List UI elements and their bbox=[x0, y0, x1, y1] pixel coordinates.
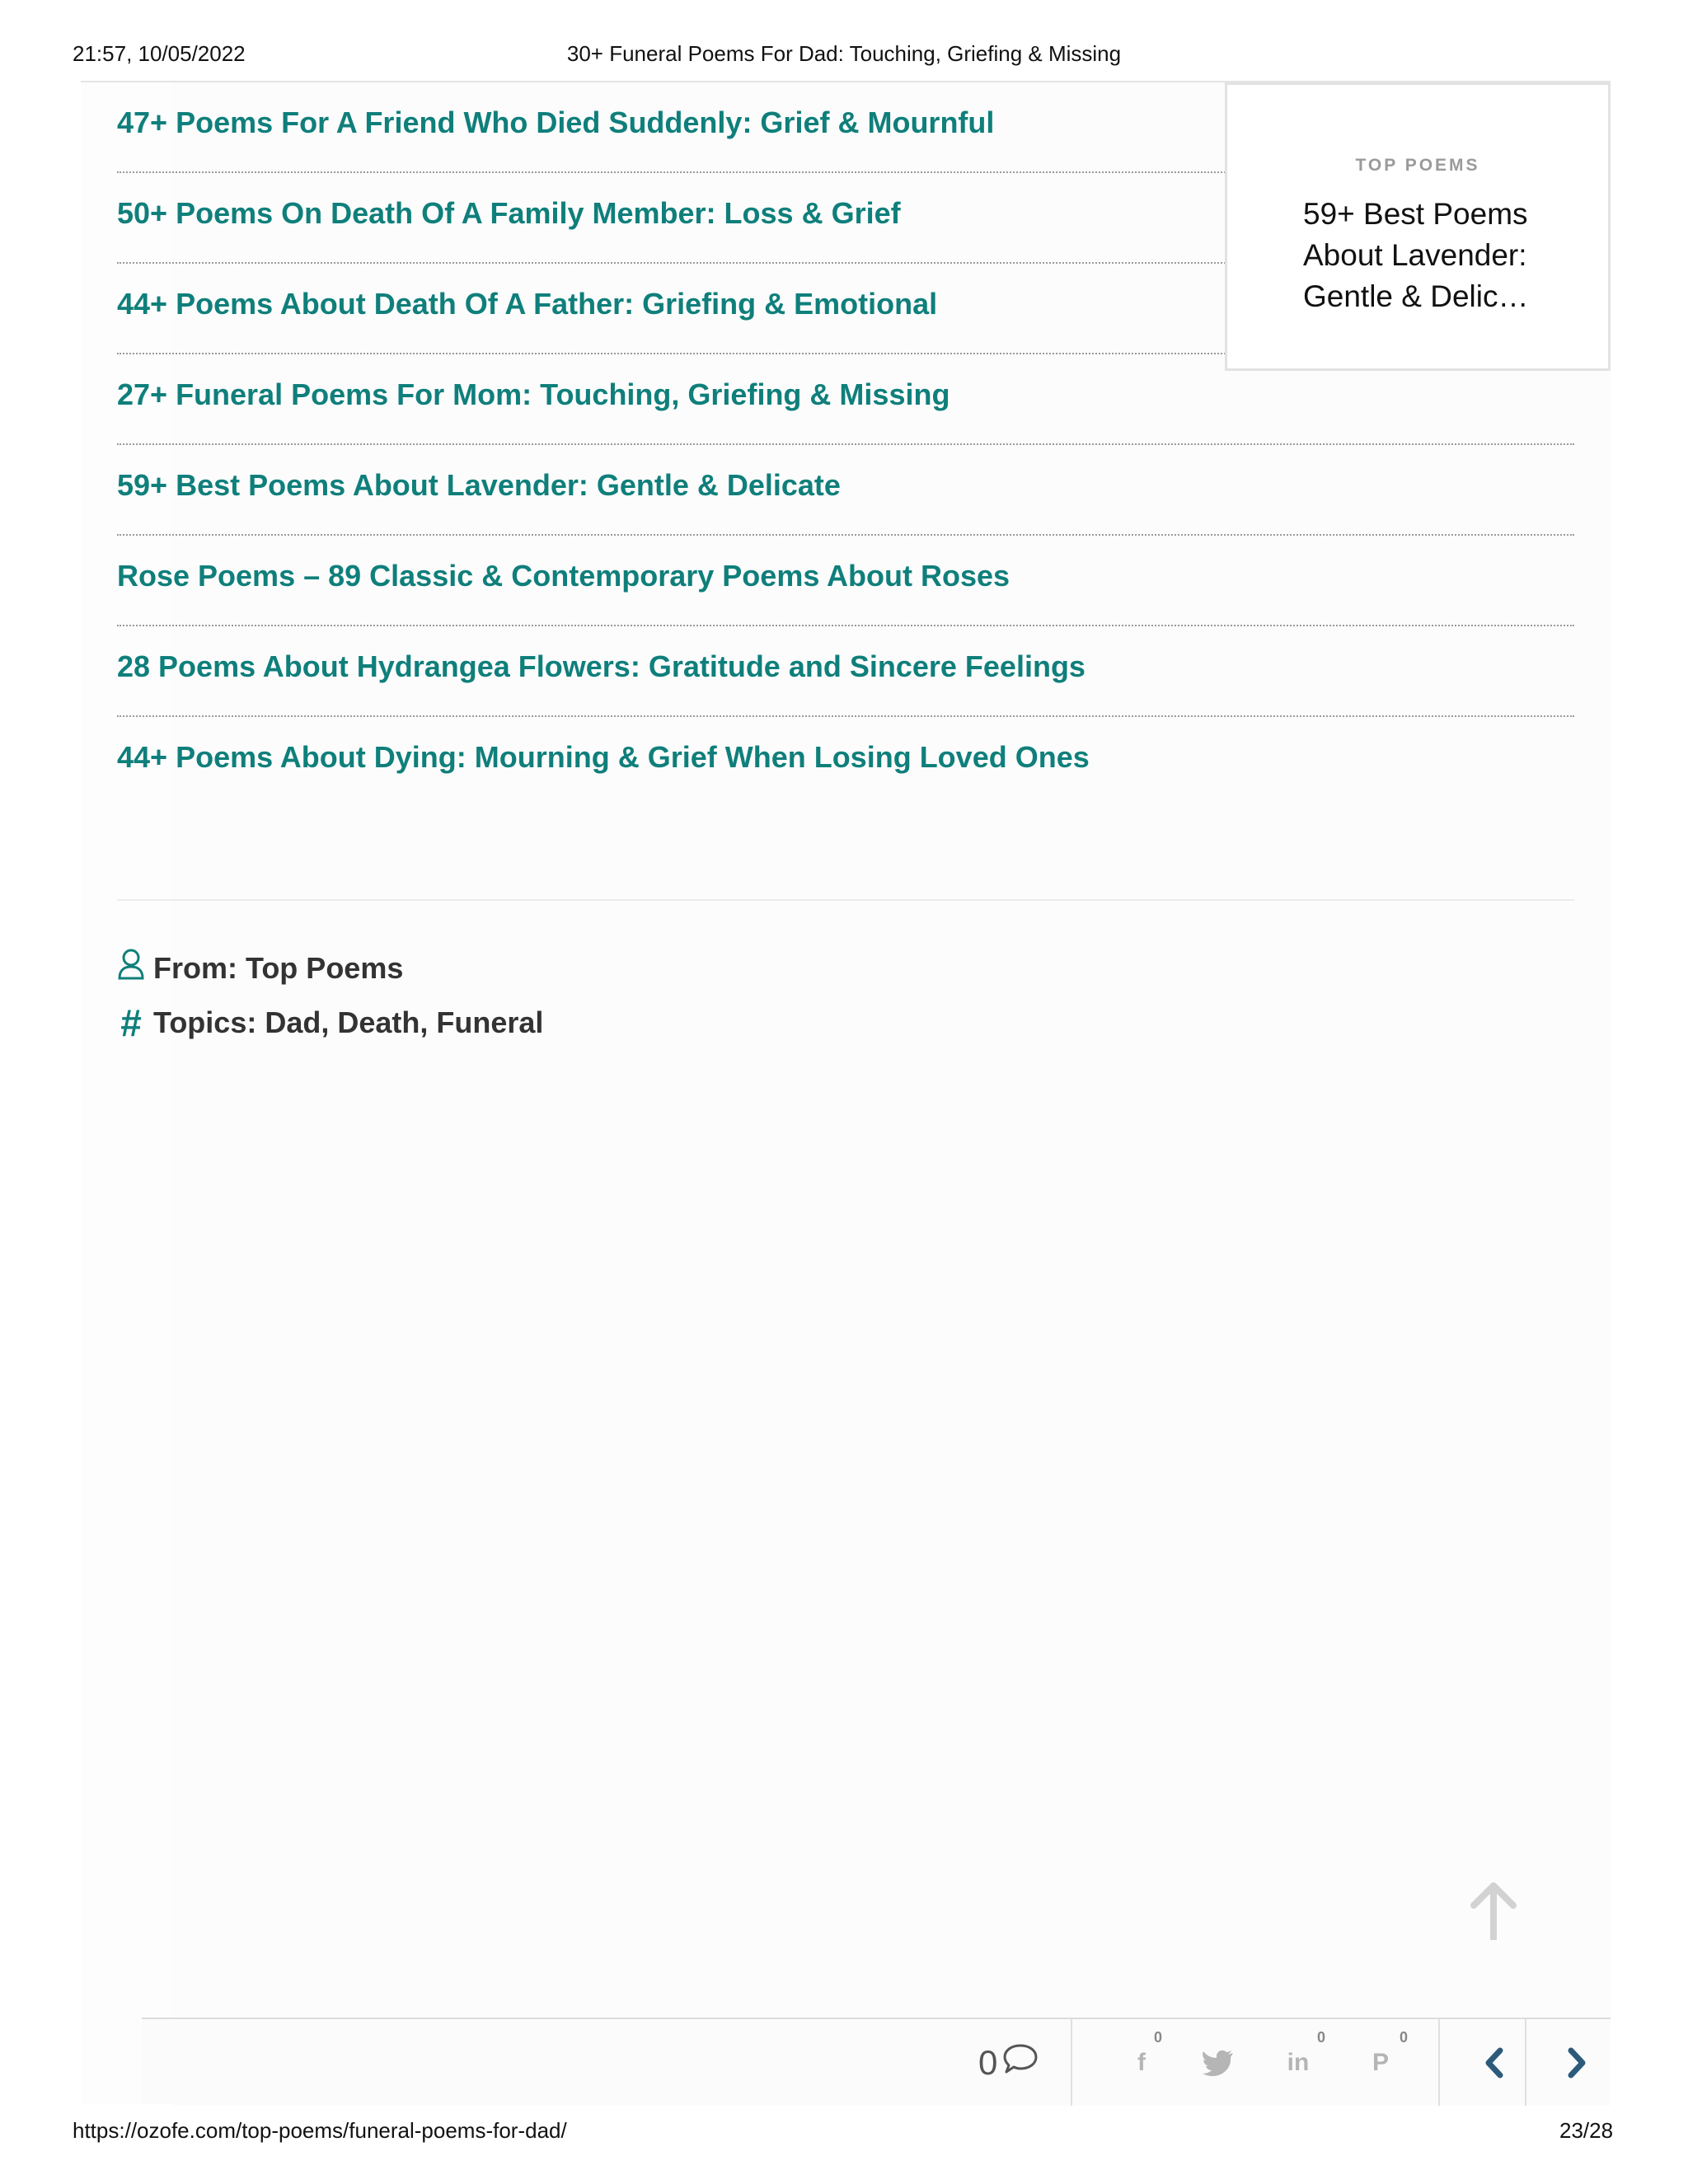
topics-label: Topics: bbox=[153, 1005, 257, 1039]
twitter-share-button[interactable] bbox=[1199, 2044, 1237, 2082]
related-post-link[interactable]: 28 Poems About Hydrangea Flowers: Gratitude and Sincere Feelings bbox=[117, 649, 1085, 683]
comment-count: 0 bbox=[978, 2043, 998, 2082]
print-document-title: 30+ Funeral Poems For Dad: Touching, Griefing & Missing bbox=[566, 41, 1122, 66]
print-page-number: 23/28 bbox=[1559, 2118, 1614, 2143]
widget-post-title[interactable]: 59+ Best Poems About Lavender: Gentle & Delic… bbox=[1303, 197, 1529, 313]
widget-label: TOP POEMS bbox=[1355, 156, 1480, 175]
facebook-share-count: 0 bbox=[1154, 2029, 1163, 2046]
facebook-icon: f bbox=[1137, 2049, 1146, 2076]
pinterest-icon: P bbox=[1372, 2049, 1389, 2076]
hashtag-icon: # bbox=[120, 1001, 142, 1044]
related-post-item bbox=[117, 536, 1574, 626]
comment-button[interactable] bbox=[978, 2042, 1039, 2083]
related-post-link[interactable]: Rose Poems – 89 Classic & Contemporary Poems About Roses bbox=[117, 559, 1010, 593]
facebook-share-button[interactable] bbox=[1123, 2044, 1160, 2082]
topics-value[interactable]: Dad, Death, Funeral bbox=[265, 1005, 544, 1039]
related-post-item bbox=[117, 717, 1574, 808]
related-post-link[interactable]: 59+ Best Poems About Lavender: Gentle & Delicate bbox=[117, 468, 841, 502]
author-meta bbox=[117, 948, 403, 988]
chevron-right-icon bbox=[1556, 2042, 1597, 2083]
next-post-button[interactable] bbox=[1556, 2042, 1597, 2083]
user-icon bbox=[117, 948, 145, 988]
print-timestamp: 21:57, 10/05/2022 bbox=[73, 41, 246, 66]
meta-divider bbox=[117, 899, 1574, 901]
related-post-link[interactable]: 27+ Funeral Poems For Mom: Touching, Griefing & Missing bbox=[117, 377, 950, 411]
linkedin-share-count: 0 bbox=[1317, 2029, 1326, 2046]
linkedin-share-button[interactable] bbox=[1279, 2044, 1317, 2082]
related-post-item bbox=[117, 626, 1574, 717]
related-post-link[interactable]: 50+ Poems On Death Of A Family Member: Loss & Grief bbox=[117, 196, 901, 230]
related-post-link[interactable]: 47+ Poems For A Friend Who Died Suddenly: Grief & Mournful bbox=[117, 105, 995, 139]
arrow-up-icon bbox=[1469, 1882, 1518, 1940]
previous-post-button[interactable] bbox=[1474, 2042, 1515, 2083]
pinterest-share-button[interactable] bbox=[1362, 2044, 1400, 2082]
print-page-url: https://ozofe.com/top-poems/funeral-poems-for-dad/ bbox=[73, 2118, 567, 2143]
post-action-bar bbox=[142, 2018, 1611, 2104]
related-post-item bbox=[117, 445, 1574, 536]
twitter-icon bbox=[1202, 2049, 1235, 2077]
comment-icon bbox=[1002, 2042, 1039, 2083]
linkedin-icon: in bbox=[1287, 2049, 1310, 2076]
top-poems-widget[interactable] bbox=[1225, 82, 1611, 371]
scroll-to-top-button[interactable] bbox=[1469, 1882, 1518, 1940]
print-header bbox=[0, 0, 1688, 82]
topics-meta bbox=[117, 1001, 544, 1044]
related-post-link[interactable]: 44+ Poems About Death Of A Father: Griefing & Emotional bbox=[117, 287, 938, 321]
from-label: From: bbox=[153, 950, 237, 985]
from-value[interactable]: Top Poems bbox=[246, 950, 404, 985]
related-post-link[interactable]: 44+ Poems About Dying: Mourning & Grief When Losing Loved Ones bbox=[117, 740, 1090, 774]
chevron-left-icon bbox=[1474, 2042, 1515, 2083]
pinterest-share-count: 0 bbox=[1400, 2029, 1409, 2046]
